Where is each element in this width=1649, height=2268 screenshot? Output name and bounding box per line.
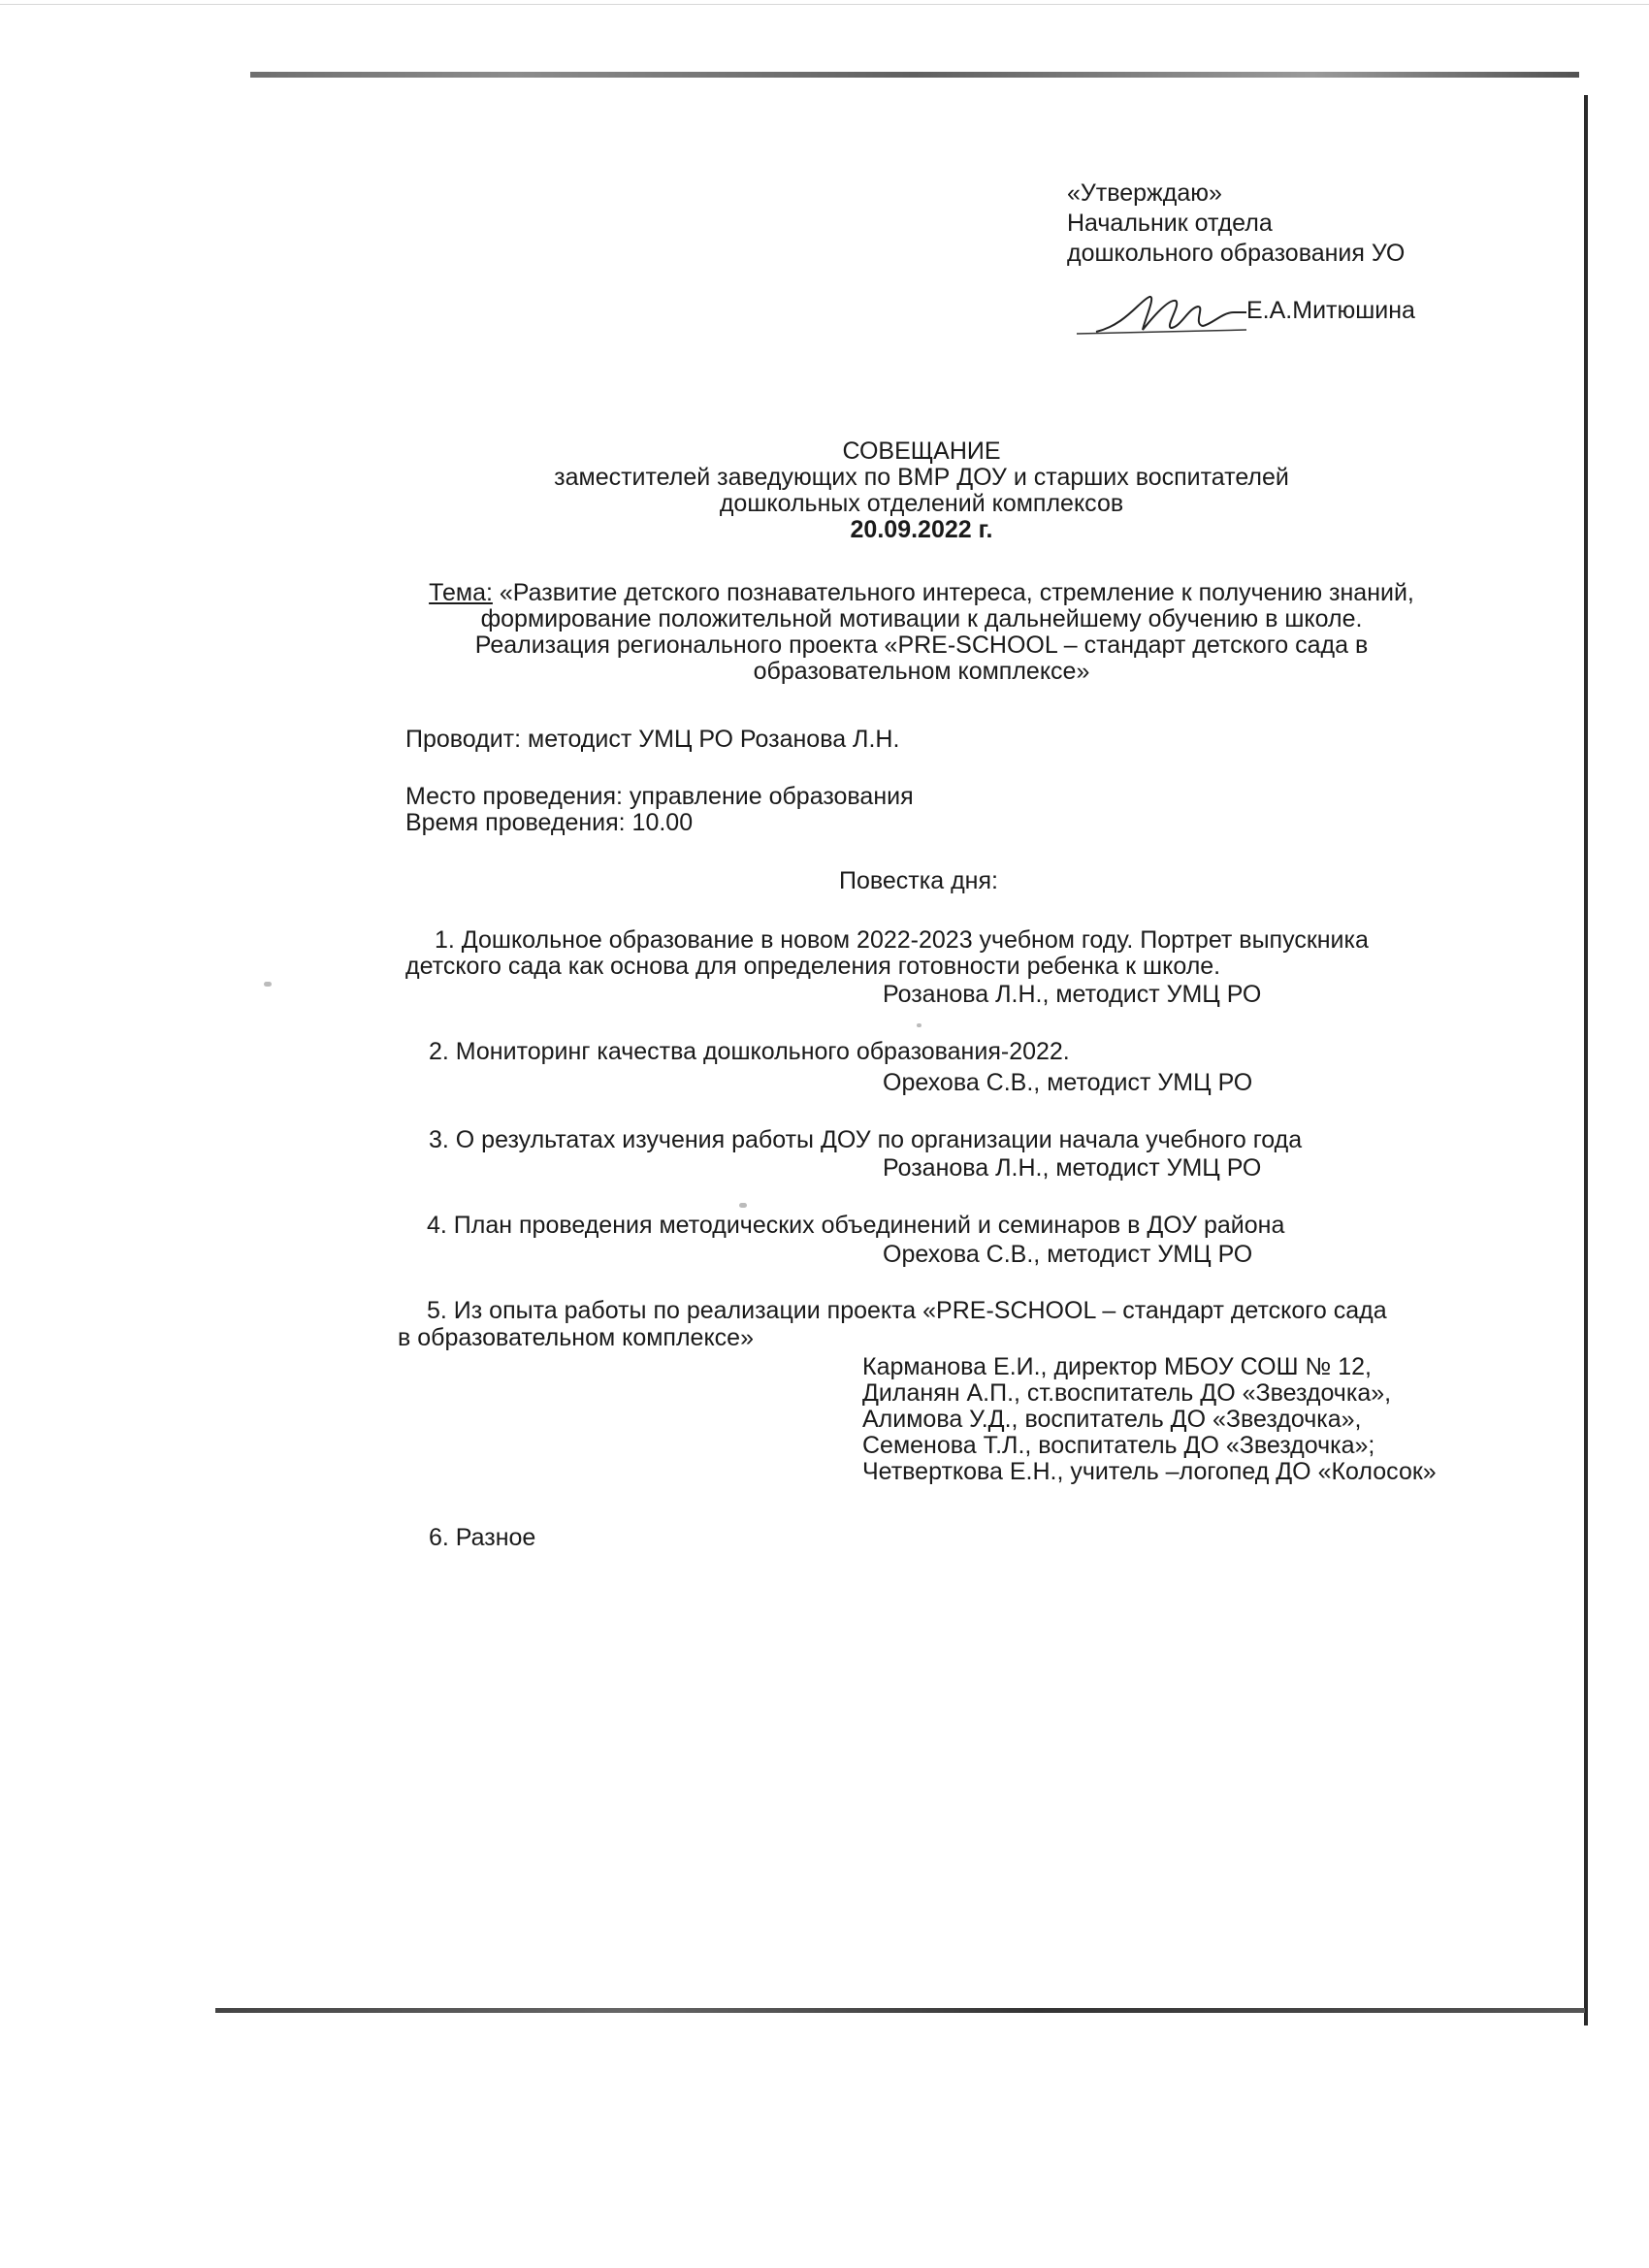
agenda-item-5-cont — [398, 1325, 754, 1351]
theme-line-4: образовательном комплексе» — [753, 658, 1090, 685]
theme-line-3: Реализация регионального проекта «PRE-SCHOOL – стандарт детского сада в — [474, 632, 1369, 659]
agenda-item-5-speaker-5: Четверткова Е.Н., учитель –логопед ДО «Колосок» — [862, 1458, 1437, 1485]
meeting-heading — [388, 438, 1455, 543]
meeting-theme — [388, 580, 1455, 685]
agenda-item-5-speaker-1: Карманова Е.И., директор МБОУ СОШ № 12, — [862, 1353, 1372, 1380]
agenda-item-5-speaker-4: Семенова Т.Л., воспитатель ДО «Звездочка»; — [862, 1432, 1375, 1459]
meeting-participants-cont: дошкольных отделений комплексов — [719, 490, 1124, 517]
agenda-item-5-speaker-3: Алимова У.Д., воспитатель ДО «Звездочка», — [862, 1406, 1362, 1433]
approval-line-approve: «Утверждаю» — [1067, 179, 1222, 207]
agenda-item-5-line-1: 5. Из опыта работы по реализации проекта «PRE-SCHOOL – стандарт детского сада — [427, 1297, 1387, 1324]
theme-label: Тема: — [429, 579, 493, 606]
agenda-item-4-speaker: Орехова С.В., методист УМЦ РО — [883, 1241, 1253, 1268]
meeting-participants: заместителей заведующих по ВМР ДОУ и старших воспитателей — [554, 464, 1289, 491]
agenda-item-1-cont — [405, 954, 1220, 980]
conductor-line: Проводит: методист УМЦ РО Розанова Л.Н. — [405, 726, 900, 753]
approval-block — [1067, 178, 1405, 269]
venue-block — [405, 784, 914, 836]
agenda-item-5-speakers — [862, 1354, 1437, 1485]
agenda-item-6 — [429, 1525, 535, 1551]
scan-speck — [739, 1203, 747, 1208]
agenda-item-2 — [429, 1039, 1070, 1065]
agenda-item-4 — [427, 1213, 1284, 1239]
agenda-item-1 — [435, 927, 1369, 954]
agenda-item-1-line-1: 1. Дошкольное образование в новом 2022-2023 учебном году. Портрет выпускника — [435, 926, 1369, 954]
agenda-item-2-speaker: Орехова С.В., методист УМЦ РО — [883, 1069, 1253, 1096]
meeting-date: 20.09.2022 г. — [850, 516, 993, 543]
venue-place: Место проведения: управление образования — [405, 783, 914, 810]
agenda-item-3-line-1: 3. О результатах изучения работы ДОУ по организации начала учебного года — [429, 1126, 1303, 1153]
scan-edge-top-faint — [0, 4, 1649, 5]
agenda-item-5 — [427, 1298, 1387, 1324]
theme-line-2: формирование положительной мотивации к дальнейшему обучению в школе. — [480, 605, 1363, 632]
agenda-item-3 — [429, 1127, 1302, 1153]
scan-speck — [264, 982, 272, 987]
scan-speck — [917, 1023, 922, 1027]
agenda-title: Повестка дня: — [839, 867, 998, 894]
venue-time: Время проведения: 10.00 — [405, 809, 694, 836]
scan-edge-right — [1584, 95, 1588, 2025]
agenda-item-5-line-2: в образовательном комплексе» — [398, 1324, 754, 1351]
theme-line-1: «Развитие детского познавательного интереса, стремление к получению знаний, — [492, 579, 1414, 606]
approval-line-position: Начальник отдела — [1067, 210, 1273, 237]
approval-line-department: дошкольного образования УО — [1067, 240, 1406, 267]
scan-edge-bottom — [215, 2008, 1585, 2013]
agenda-item-6-line-1: 6. Разное — [429, 1524, 536, 1551]
signer-name: Е.А.Митюшина — [1246, 297, 1415, 324]
agenda-item-5-speaker-2: Диланян А.П., ст.воспитатель ДО «Звездочка», — [862, 1379, 1392, 1407]
agenda-item-4-line-1: 4. План проведения методических объединений и семинаров в ДОУ района — [427, 1212, 1285, 1239]
scan-edge-top — [250, 72, 1579, 78]
meeting-title: СОВЕЩАНИЕ — [842, 437, 1001, 465]
agenda-item-2-line-1: 2. Мониторинг качества дошкольного образования-2022. — [429, 1038, 1070, 1065]
agenda-item-3-speaker: Розанова Л.Н., методист УМЦ РО — [883, 1154, 1262, 1182]
agenda-item-1-speaker: Розанова Л.Н., методист УМЦ РО — [883, 981, 1262, 1008]
agenda-item-1-line-2: детского сада как основа для определения готовности ребенка к школе. — [405, 953, 1221, 980]
